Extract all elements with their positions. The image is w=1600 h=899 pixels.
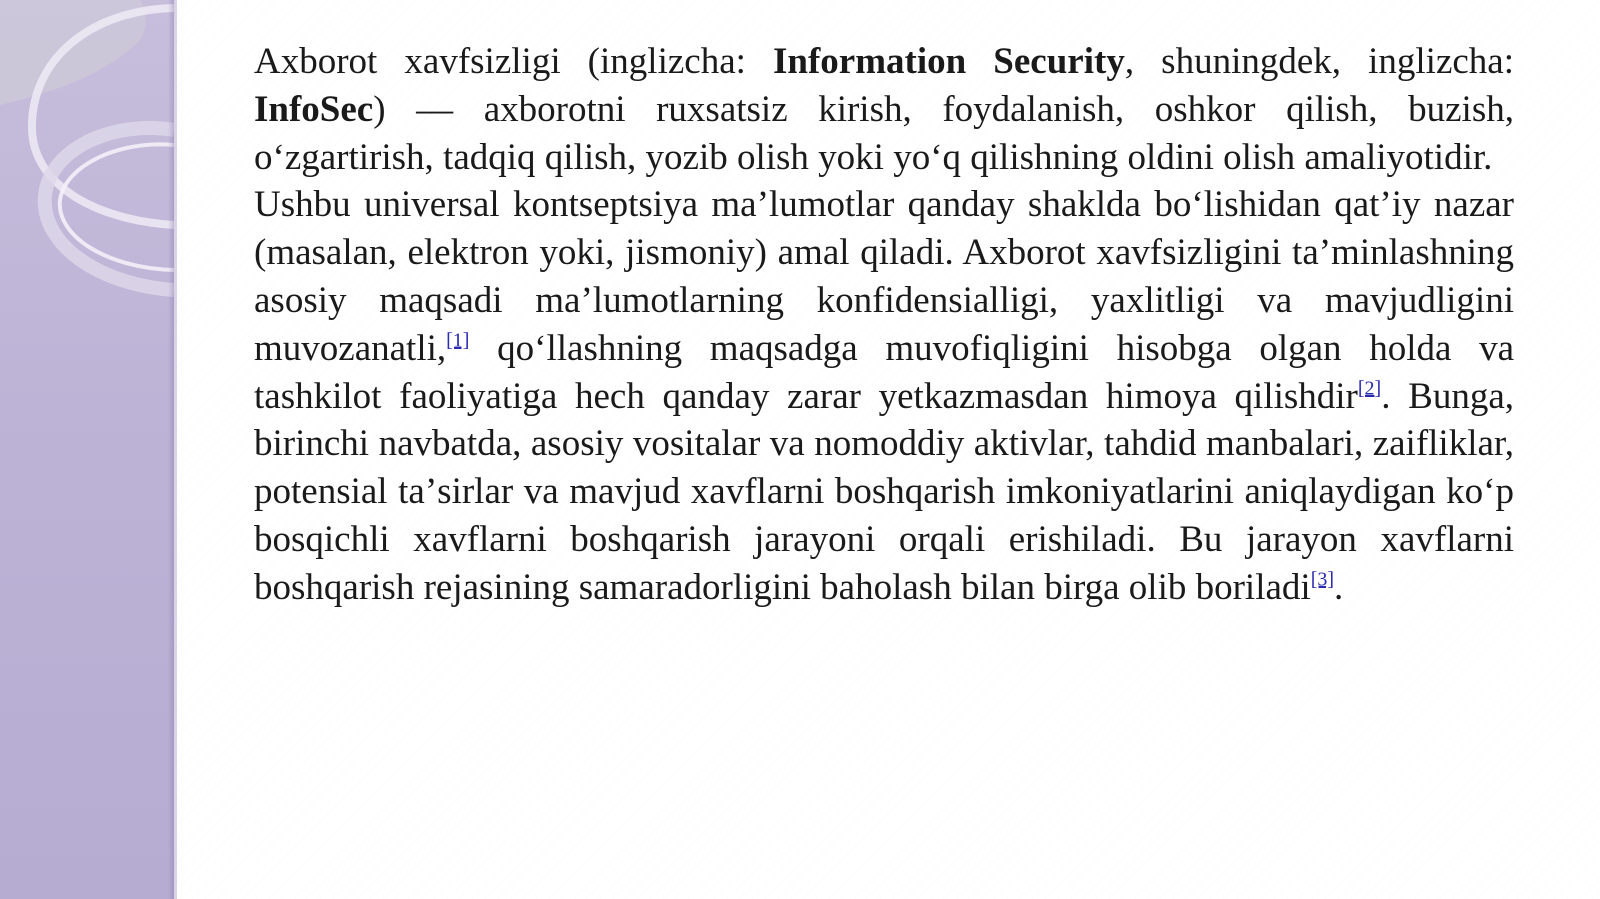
paragraph-2 bbox=[254, 181, 1514, 611]
paragraph-2-text-d: . bbox=[1334, 566, 1344, 608]
paragraph-1-text-a: Axborot xavfsizligi (inglizcha: bbox=[254, 41, 773, 82]
paragraph-1-text-c: ) — axborotni ruxsatsiz kirish, foydalanish, oshkor qilish, buzish, oʻzgartirish, tadqiq qilish, yozib olish yoki yoʻq qilishning oldini olish amaliyotidir. bbox=[254, 88, 1514, 178]
reference-link-1[interactable]: [1] bbox=[446, 329, 470, 352]
paragraph-1 bbox=[254, 38, 1514, 181]
reference-link-2[interactable]: [2] bbox=[1357, 377, 1382, 400]
paragraph-2-text-c: . Bunga, birinchi navbatda, asosiy vositalar va nomoddiy aktivlar, tahdid manbalari, zaifliklar, potensial taʼsirlar va mavjud xavflarni boshqarish imkoniyatlarini aniqlaydigan koʻp bosqichli xavflarni boshqarish jarayoni orqali erishiladi. Bu jarayon xavflarni boshqarish rejasining samaradorligini baholash bilan birga olib boriladi bbox=[254, 375, 1514, 608]
paragraph-2-text-b: qoʻllashning maqsadga muvofiqligini hisobga olgan holda va tashkilot faoliyatiga hech qanday zarar yetkazmasdan himoya qilishdir bbox=[254, 327, 1514, 417]
swirl-decoration bbox=[0, 0, 174, 899]
body-text bbox=[254, 38, 1514, 612]
side-panel-shadow bbox=[168, 0, 174, 899]
reference-link-3[interactable]: [3] bbox=[1310, 568, 1335, 591]
term-information-security: Information Security bbox=[772, 41, 1125, 82]
paragraph-2-text-a: Ushbu universal kontseptsiya maʼlumotlar qanday shaklda boʻlishidan qatʼiy nazar (masalan, elektron yoki, jismoniy) amal qiladi. Axborot xavfsizligini taʼminlashning asosiy maqsadi maʼlumotlarning konfidensialligi, yaxlitligi va mavjudligini muvozanatli, bbox=[254, 184, 1514, 369]
term-infosec: InfoSec bbox=[254, 88, 374, 130]
decorative-side-panel bbox=[0, 0, 177, 899]
paragraph-1-text-b: , shuningdek, inglizcha: bbox=[1124, 41, 1514, 82]
